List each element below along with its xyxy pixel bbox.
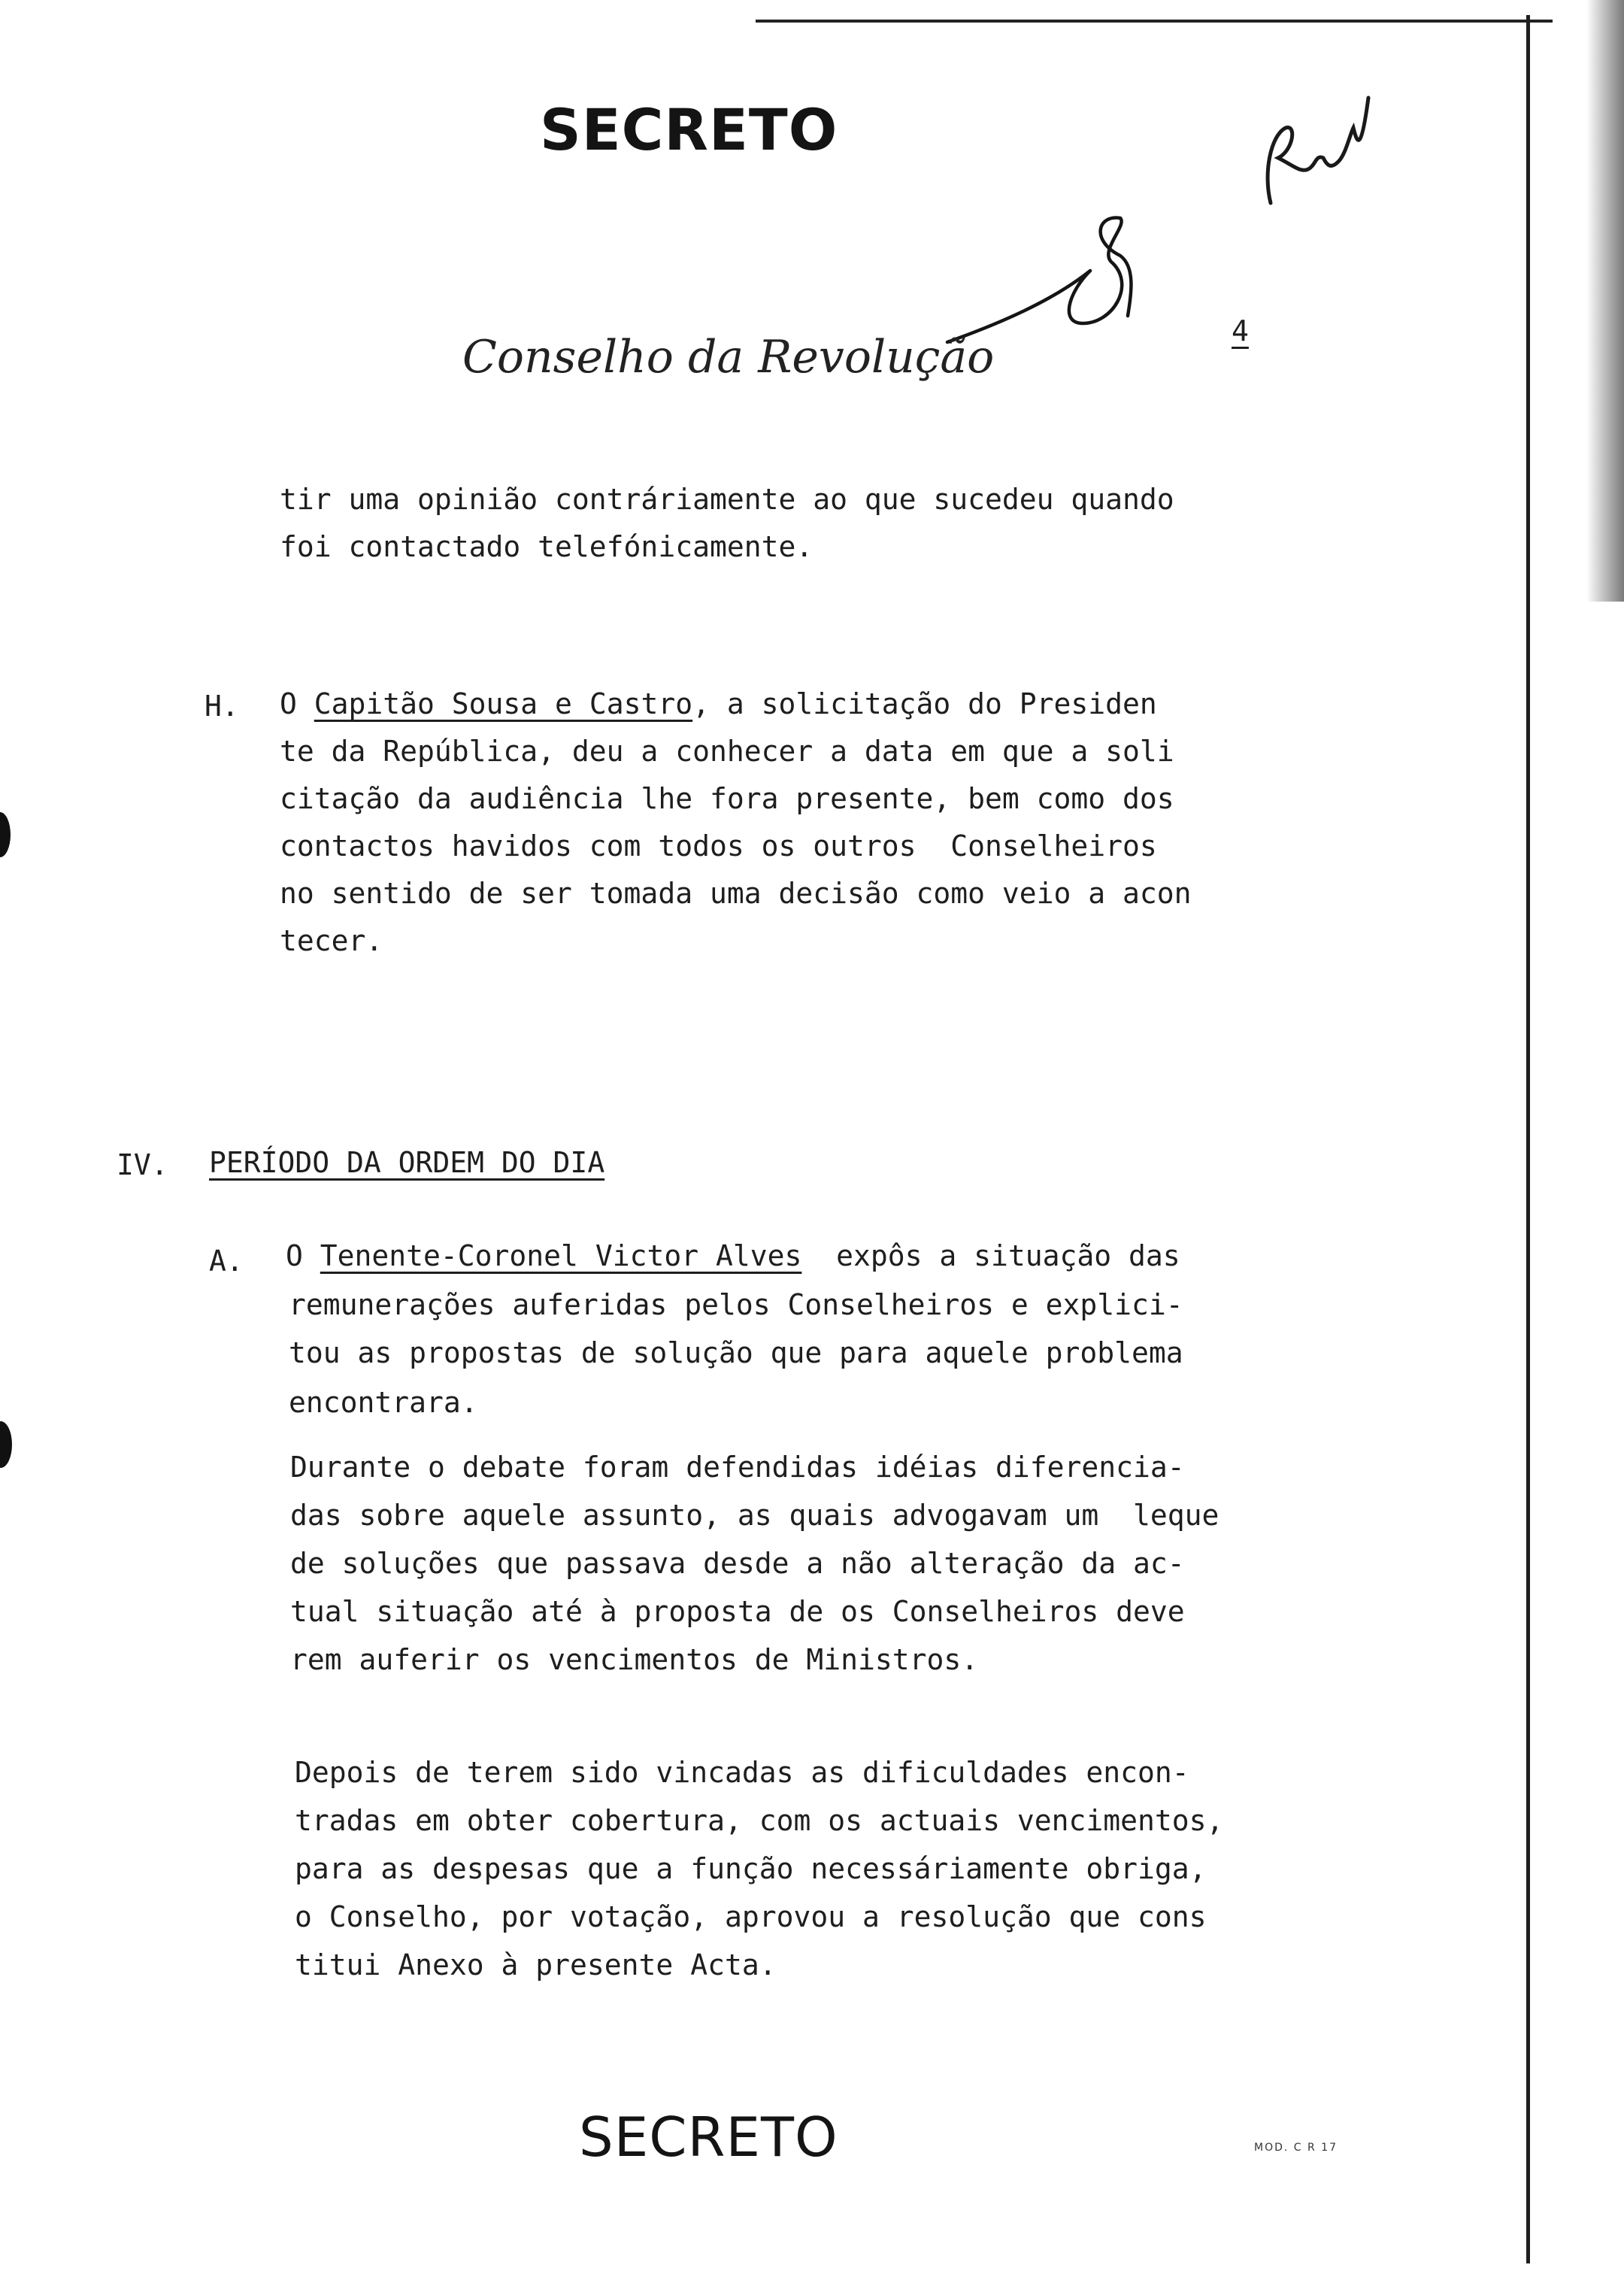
item-label-a: A. bbox=[209, 1245, 244, 1278]
classification-stamp-bottom: SECRETO bbox=[579, 2106, 838, 2169]
text-line: encontrara. bbox=[289, 1386, 478, 1419]
letterhead-title: Conselho da Revolução bbox=[462, 331, 995, 384]
text-line: rem auferir os vencimentos de Ministros. bbox=[290, 1643, 979, 1676]
right-margin-line bbox=[1526, 15, 1530, 2263]
punch-hole-mark-bottom bbox=[0, 1421, 12, 1468]
item-label-h: H. bbox=[205, 690, 239, 723]
text-line: titui Anexo à presente Acta. bbox=[295, 1948, 777, 1981]
text-line: tir uma opinião contráriamente ao que sucedeu quando bbox=[280, 483, 1174, 516]
text-line: Durante o debate foram defendidas idéias diferencia- bbox=[290, 1451, 1185, 1484]
text-line: o Conselho, por votação, aprovou a resolução que cons bbox=[295, 1900, 1207, 1933]
text-line: foi contactado telefónicamente. bbox=[280, 530, 814, 563]
text-line: Depois de terem sido vincadas as dificuldades encon- bbox=[295, 1756, 1189, 1789]
text-line: tradas em obter cobertura, com os actuais vencimentos, bbox=[295, 1804, 1224, 1837]
form-code: MOD. C R 17 bbox=[1254, 2142, 1338, 2154]
text-fragment: expôs a situação das bbox=[801, 1239, 1180, 1272]
text-line: te da República, deu a conhecer a data em que a soli bbox=[280, 735, 1174, 768]
text-line: remunerações auferidas pelos Conselheiros e explici- bbox=[289, 1288, 1183, 1321]
text-line: citação da audiência lhe fora presente, bem como dos bbox=[280, 782, 1174, 815]
text-fragment: , a solicitação do Presiden bbox=[692, 687, 1157, 720]
text-line: no sentido de ser tomada uma decisão como veio a acon bbox=[280, 877, 1192, 910]
text-line: tecer. bbox=[280, 924, 383, 957]
section-title: PERÍODO DA ORDEM DO DIA bbox=[209, 1146, 605, 1179]
handwritten-initials-icon bbox=[1256, 83, 1391, 218]
text-line: O Tenente-Coronel Victor Alves expôs a situação das bbox=[286, 1239, 1180, 1272]
classification-stamp-top: SECRETO bbox=[540, 96, 838, 163]
page-number: 4 bbox=[1232, 314, 1249, 347]
top-edge-line bbox=[756, 20, 1553, 23]
text-line: O Capitão Sousa e Castro, a solicitação do Presiden bbox=[280, 687, 1157, 720]
speaker-name: Tenente-Coronel Victor Alves bbox=[320, 1239, 802, 1272]
text-line: tual situação até à proposta de os Conselheiros deve bbox=[290, 1595, 1185, 1628]
text-line: das sobre aquele assunto, as quais advogavam um leque bbox=[290, 1499, 1220, 1532]
text-line: para as despesas que a função necessáriamente obriga, bbox=[295, 1852, 1207, 1885]
binding-shadow bbox=[1586, 0, 1624, 602]
speaker-name: Capitão Sousa e Castro bbox=[314, 687, 693, 720]
text-line: tou as propostas de solução que para aquele problema bbox=[289, 1336, 1183, 1369]
text-line: contactos havidos com todos os outros Conselheiros bbox=[280, 829, 1157, 863]
punch-hole-mark-top bbox=[0, 812, 11, 857]
section-label-iv: IV. bbox=[117, 1148, 168, 1181]
text-line: de soluções que passava desde a não alteração da ac- bbox=[290, 1547, 1185, 1580]
